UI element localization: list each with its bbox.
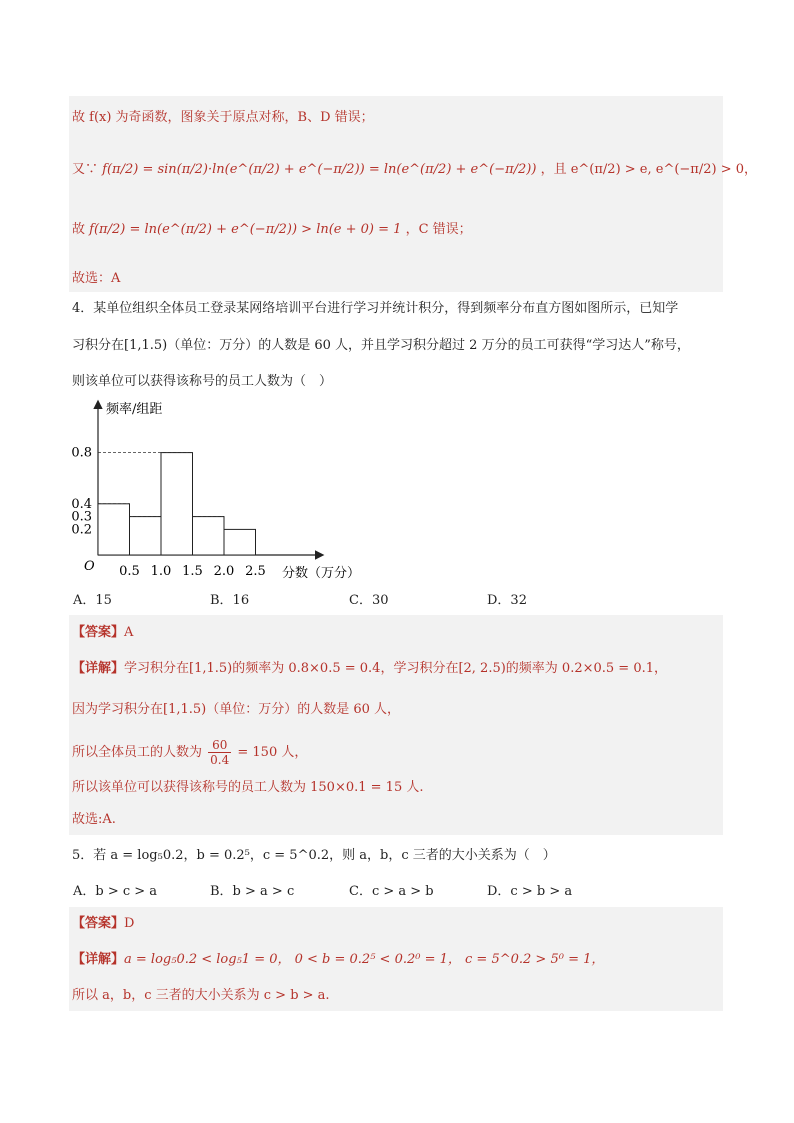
y-tick-label: 0.8 <box>71 445 92 461</box>
q5-option-a: A．b > c > a <box>73 884 158 899</box>
q4-detail-text-1: 学习积分在[1,1.5)的频率为 0.8×0.5 = 0.4，学习积分在[2, 2.5)的频率为 0.2×0.5 = 0.1， <box>124 661 668 676</box>
q4-detail-tag: 【详解】 <box>72 661 125 676</box>
q4-detail-line-1 <box>72 659 667 679</box>
q4-answer-value: A <box>124 625 134 640</box>
q4-detail3-fraction <box>208 738 231 767</box>
histogram-bar <box>130 517 162 555</box>
q4-detail3-prefix: 所以全体员工的人数为 <box>72 745 203 760</box>
q3-line2-expression: f(π/2) = sin(π/2)·ln(e^(π/2) + e^(−π/2)) = ln(e^(π/2) + e^(−π/2)) <box>102 162 537 177</box>
q4-answer <box>72 623 133 643</box>
q5-detail-line-1 <box>72 950 604 970</box>
q4-question-line-3: 则该单位可以获得该称号的员工人数为（ ） <box>72 374 333 389</box>
q4-question-line-1: 4．某单位组织全体员工登录某网络培训平台进行学习并统计积分，得到频率分布直方图如图所示，已知学 <box>72 301 679 316</box>
x-axis-label: 分数（万分） <box>282 566 361 581</box>
q5-question-line-1: 5．若 a = log₅0.2，b = 0.2⁵，c = 5^0.2，则 a，b，c 三者的大小关系为（ ） <box>72 848 556 863</box>
answer-block-q4 <box>69 615 723 835</box>
histogram-bar <box>193 517 225 555</box>
x-tick-label: 0.5 <box>119 564 140 579</box>
x-tick-label: 1.0 <box>150 564 172 579</box>
q5-option-b: B．b > a > c <box>210 884 295 899</box>
q3-line3-expression: f(π/2) = ln(e^(π/2) + e^(−π/2)) > ln(e + 0) = 1 <box>89 222 402 237</box>
y-axis-label: 频率/组距 <box>106 402 163 417</box>
fraction-denominator: 0.4 <box>210 753 230 767</box>
q4-question-line-2: 习积分在[1,1.5)（单位：万分）的人数是 60 人，并且学习积分超过 2 万分的员工可获得“学习达人”称号， <box>72 338 690 353</box>
q4-detail-line-3 <box>72 738 307 767</box>
q5-option-c: C．c > a > b <box>349 884 434 899</box>
histogram-bar <box>224 529 256 555</box>
q3-choose: 故选：A <box>72 271 121 286</box>
q3-line2-prefix: 又∵ <box>72 162 99 177</box>
histogram-bar <box>161 453 193 555</box>
fraction-numerator: 60 <box>208 738 231 753</box>
y-tick-label: 0.2 <box>71 522 92 538</box>
q4-choose: 故选:A. <box>72 812 116 827</box>
frequency-histogram <box>60 396 370 586</box>
q5-answer <box>72 914 134 934</box>
q4-option-d: D．32 <box>487 593 527 608</box>
y-tick-label: 0.3 <box>71 509 92 525</box>
q4-detail-line-2: 因为学习积分在[1,1.5)（单位：万分）的人数是 60 人， <box>72 702 401 717</box>
x-tick-label: 2.5 <box>245 564 266 579</box>
q5-detail-line-2: 所以 a，b，c 三者的大小关系为 c > b > a. <box>72 988 330 1003</box>
q3-line3-prefix: 故 <box>72 222 86 237</box>
q5-answer-value: D <box>124 916 135 931</box>
q5-detail-text-1: a = log₅0.2 < log₅1 = 0， 0 < b = 0.2⁵ < 0.2⁰ = 1， c = 5^0.2 > 5⁰ = 1， <box>124 952 605 967</box>
q3-line2-suffix: ，且 e^(π/2) > e, e^(−π/2) > 0， <box>540 162 757 177</box>
origin-label: O <box>84 559 95 574</box>
q4-option-a: A．15 <box>73 593 112 608</box>
x-tick-label: 1.5 <box>182 564 203 579</box>
histogram-marks <box>71 446 266 579</box>
q4-detail3-suffix: = 150 人， <box>237 745 308 760</box>
q4-answer-tag: 【答案】 <box>72 625 125 640</box>
q5-answer-tag: 【答案】 <box>72 916 125 931</box>
q5-detail-tag: 【详解】 <box>72 952 125 967</box>
q5-option-d: D．c > b > a <box>487 884 573 899</box>
x-tick-label: 2.0 <box>213 564 235 579</box>
q4-option-b: B．16 <box>210 593 250 608</box>
q4-detail-line-4: 所以该单位可以获得该称号的员工人数为 150×0.1 = 15 人. <box>72 780 424 795</box>
y-tick-label: 0.4 <box>71 496 92 512</box>
q3-line3-suffix: ，C 错误； <box>405 222 472 237</box>
q3-solution-line-1: 故 f(x) 为奇函数，图象关于原点对称，B、D 错误； <box>72 110 374 125</box>
q4-option-c: C．30 <box>349 593 389 608</box>
histogram-bar <box>98 504 130 555</box>
q3-solution-line-3 <box>72 220 472 240</box>
q3-solution-line-2 <box>72 160 757 180</box>
